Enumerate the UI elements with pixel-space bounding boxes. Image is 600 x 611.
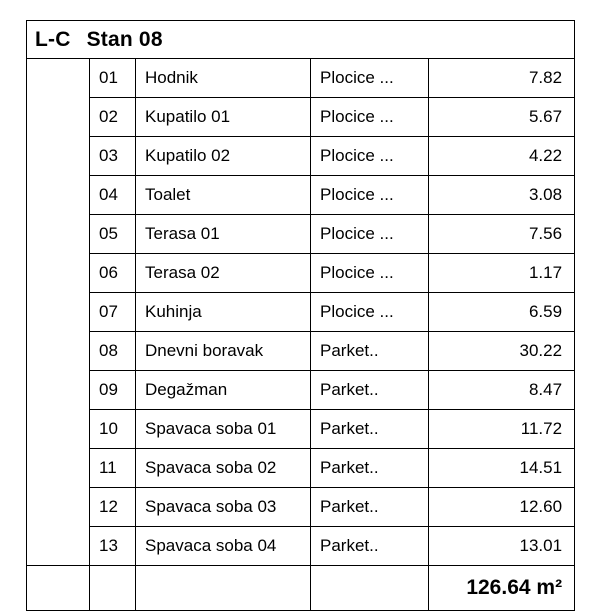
row-finish: Plocice ... xyxy=(311,59,429,98)
row-number: 01 xyxy=(90,59,136,98)
row-number: 10 xyxy=(90,410,136,449)
row-number: 13 xyxy=(90,527,136,566)
row-finish: Parket.. xyxy=(311,527,429,566)
row-number: 08 xyxy=(90,332,136,371)
title-cell xyxy=(27,21,575,59)
row-number: 12 xyxy=(90,488,136,527)
row-finish: Plocice ... xyxy=(311,254,429,293)
row-area: 11.72 xyxy=(429,410,575,449)
row-area: 4.22 xyxy=(429,137,575,176)
row-number: 02 xyxy=(90,98,136,137)
row-room-name: Terasa 02 xyxy=(136,254,311,293)
row-area: 3.08 xyxy=(429,176,575,215)
row-finish: Plocice ... xyxy=(311,215,429,254)
table-row xyxy=(27,137,575,176)
row-room-name: Kuhinja xyxy=(136,293,311,332)
row-area: 5.67 xyxy=(429,98,575,137)
row-room-name: Spavaca soba 04 xyxy=(136,527,311,566)
row-finish: Plocice ... xyxy=(311,137,429,176)
total-area-cell xyxy=(429,566,575,611)
row-finish: Plocice ... xyxy=(311,98,429,137)
table-row xyxy=(27,371,575,410)
total-area-value: 126.64 m² xyxy=(466,576,563,599)
room-schedule-table-wrapper xyxy=(26,20,574,611)
row-number: 03 xyxy=(90,137,136,176)
table-row xyxy=(27,488,575,527)
table-row xyxy=(27,527,575,566)
row-finish: Parket.. xyxy=(311,449,429,488)
row-room-name: Kupatilo 02 xyxy=(136,137,311,176)
table-row xyxy=(27,98,575,137)
row-finish: Plocice ... xyxy=(311,293,429,332)
row-area: 13.01 xyxy=(429,527,575,566)
row-room-name: Hodnik xyxy=(136,59,311,98)
total-blank-room xyxy=(136,566,311,611)
table-title-row xyxy=(27,21,575,59)
apartment-name: Stan 08 xyxy=(86,27,163,51)
table-row xyxy=(27,215,575,254)
row-area: 6.59 xyxy=(429,293,575,332)
row-number: 04 xyxy=(90,176,136,215)
row-finish: Parket.. xyxy=(311,410,429,449)
total-blank-number xyxy=(90,566,136,611)
table-row xyxy=(27,410,575,449)
row-area: 30.22 xyxy=(429,332,575,371)
row-finish: Parket.. xyxy=(311,488,429,527)
row-number: 05 xyxy=(90,215,136,254)
total-blank-finish xyxy=(311,566,429,611)
row-room-name: Dnevni boravak xyxy=(136,332,311,371)
row-finish: Parket.. xyxy=(311,332,429,371)
table-total-row xyxy=(27,566,575,611)
row-room-name: Toalet xyxy=(136,176,311,215)
page-title xyxy=(27,28,574,52)
row-room-name: Spavaca soba 02 xyxy=(136,449,311,488)
total-blank-mark xyxy=(27,566,90,611)
table-row xyxy=(27,176,575,215)
row-area: 12.60 xyxy=(429,488,575,527)
table-row xyxy=(27,449,575,488)
table-row xyxy=(27,254,575,293)
table-row xyxy=(27,332,575,371)
row-number: 07 xyxy=(90,293,136,332)
row-room-name: Kupatilo 01 xyxy=(136,98,311,137)
apartment-code: L-C xyxy=(35,27,71,51)
row-number: 06 xyxy=(90,254,136,293)
row-room-name: Terasa 01 xyxy=(136,215,311,254)
row-room-name: Degažman xyxy=(136,371,311,410)
table-row xyxy=(27,293,575,332)
row-room-name: Spavaca soba 01 xyxy=(136,410,311,449)
room-schedule-table xyxy=(26,20,575,611)
row-area: 1.17 xyxy=(429,254,575,293)
mark-column-blank xyxy=(27,59,90,566)
row-area: 14.51 xyxy=(429,449,575,488)
row-number: 09 xyxy=(90,371,136,410)
table-row xyxy=(27,59,575,98)
row-finish: Parket.. xyxy=(311,371,429,410)
row-area: 7.56 xyxy=(429,215,575,254)
row-number: 11 xyxy=(90,449,136,488)
row-finish: Plocice ... xyxy=(311,176,429,215)
row-area: 8.47 xyxy=(429,371,575,410)
row-area: 7.82 xyxy=(429,59,575,98)
row-room-name: Spavaca soba 03 xyxy=(136,488,311,527)
